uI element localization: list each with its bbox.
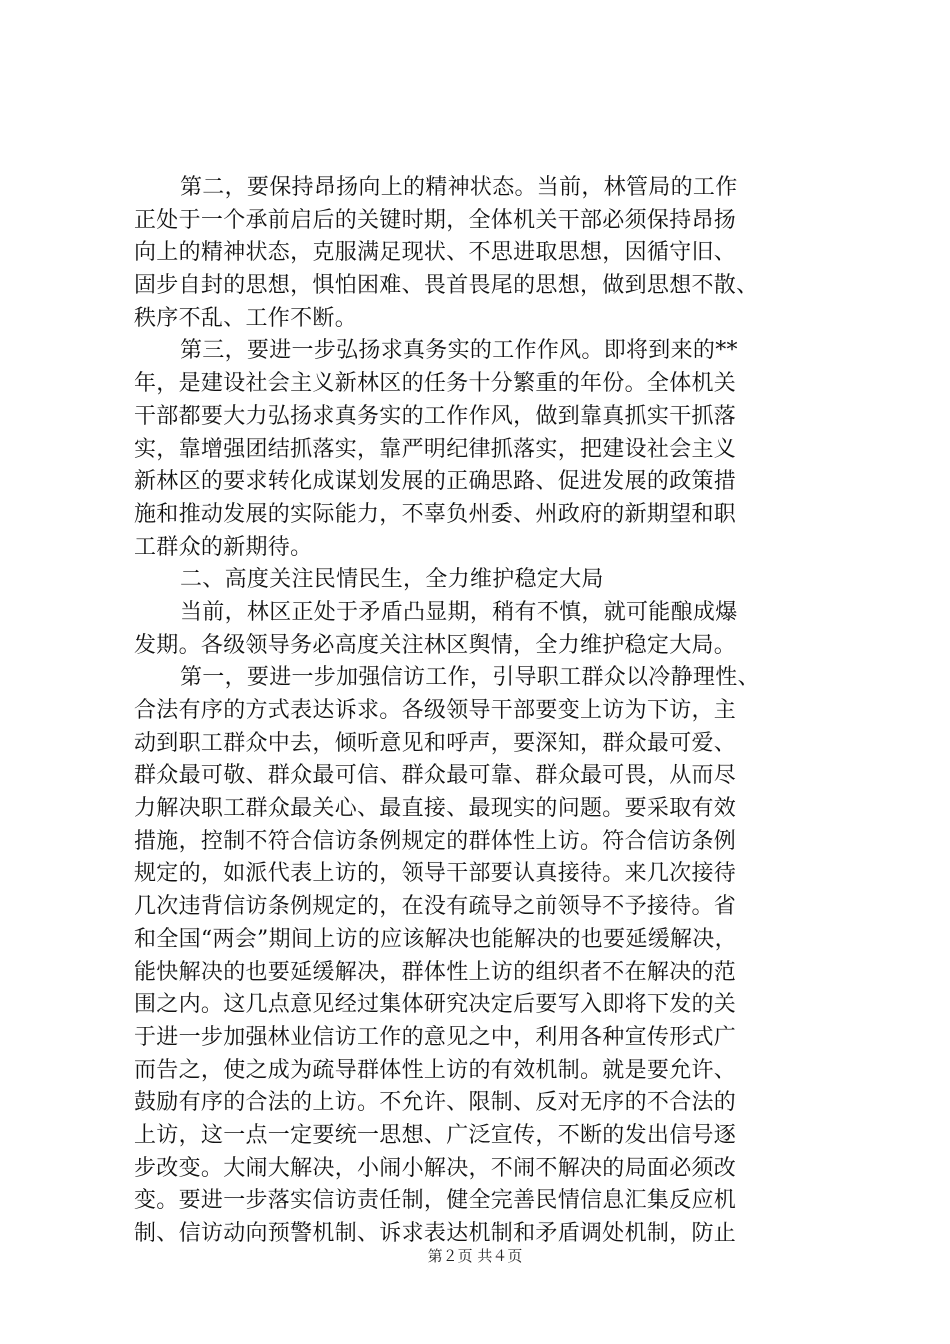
text-line: 制、信访动向预警机制、诉求表达机制和矛盾调处机制，防止 xyxy=(134,1221,737,1246)
text-line: 秩序不乱、工作不断。 xyxy=(134,305,358,331)
text-line: 步改变。大闹大解决，小闹小解决，不闹不解决的局面必须改 xyxy=(134,1155,737,1181)
text-line: 上访，这一点一定要统一思想、广泛宣传，不断的发出信号逐 xyxy=(134,1122,737,1148)
text-line: 当前，林区正处于矛盾凸显期，稍有不慎，就可能酿成爆 xyxy=(180,599,738,625)
text-line: 规定的，如派代表上访的，领导干部要认真接待。来几次接待 xyxy=(134,861,737,887)
text-line: 工群众的新期待。 xyxy=(134,534,313,560)
text-line: 几次违背信访条例规定的，在没有疏导之前领导不予接待。省 xyxy=(134,894,737,920)
text-line: 正处于一个承前启后的关键时期，全体机关干部必须保持昂扬 xyxy=(134,207,737,233)
text-line: 能快解决的也要延缓解决，群体性上访的组织者不在解决的范 xyxy=(134,959,737,985)
text-line: 发期。各级领导务必高度关注林区舆情，全力维护稳定大局。 xyxy=(134,632,737,658)
text-line: 年，是建设社会主义新林区的任务十分繁重的年份。全体机关 xyxy=(134,371,737,397)
text-line: 动到职工群众中去，倾听意见和呼声，要深知，群众最可爱、 xyxy=(134,730,737,756)
text-line: 新林区的要求转化成谋划发展的正确思路、促进发展的政策措 xyxy=(134,469,737,495)
text-line: 第一，要进一步加强信访工作，引导职工群众以冷静理性、 xyxy=(180,665,760,691)
text-line: 而告之，使之成为疏导群体性上访的有效机制。就是要允许、 xyxy=(134,1057,737,1083)
text-line: 固步自封的思想，惧怕困难、畏首畏尾的思想，做到思想不散、 xyxy=(134,273,759,299)
text-line: 合法有序的方式表达诉求。各级领导干部要变上访为下访，主 xyxy=(134,698,737,723)
text-line: 第三，要进一步弘扬求真务实的工作作风。即将到来的** xyxy=(180,338,738,364)
text-line: 向上的精神状态，克服满足现状、不思进取思想，因循守旧、 xyxy=(134,240,737,266)
text-line: 措施，控制不符合信访条例规定的群体性上访。符合信访条例 xyxy=(134,828,737,854)
text-line: 干部都要大力弘扬求真务实的工作作风，做到靠真抓实干抓落 xyxy=(134,403,737,429)
text-line: 施和推动发展的实际能力，不辜负州委、州政府的新期望和职 xyxy=(134,501,737,527)
text-line: 力解决职工群众最关心、最直接、最现实的问题。要采取有效 xyxy=(134,796,737,822)
text-line: 实，靠增强团结抓落实，靠严明纪律抓落实，把建设社会主义 xyxy=(134,436,737,462)
text-line: 和全国“两会”期间上访的应该解决也能解决的也要延缓解决， xyxy=(134,926,737,952)
text-line: 鼓励有序的合法的上访。不允许、限制、反对无序的不合法的 xyxy=(134,1090,737,1116)
text-line: 围之内。这几点意见经过集体研究决定后要写入即将下发的关 xyxy=(134,992,737,1018)
document-body xyxy=(134,172,834,1251)
text-line: 于进一步加强林业信访工作的意见之中，利用各种宣传形式广 xyxy=(134,1024,737,1050)
text-line: 二、高度关注民情民生，全力维护稳定大局 xyxy=(180,567,604,593)
page-footer: 第２页 共４页 xyxy=(427,1247,523,1265)
text-line: 变。要进一步落实信访责任制，健全完善民情信息汇集反应机 xyxy=(134,1188,737,1214)
text-line: 群众最可敬、群众最可信、群众最可靠、群众最可畏，从而尽 xyxy=(134,763,737,789)
text-line: 第二，要保持昂扬向上的精神状态。当前，林管局的工作 xyxy=(180,175,738,200)
